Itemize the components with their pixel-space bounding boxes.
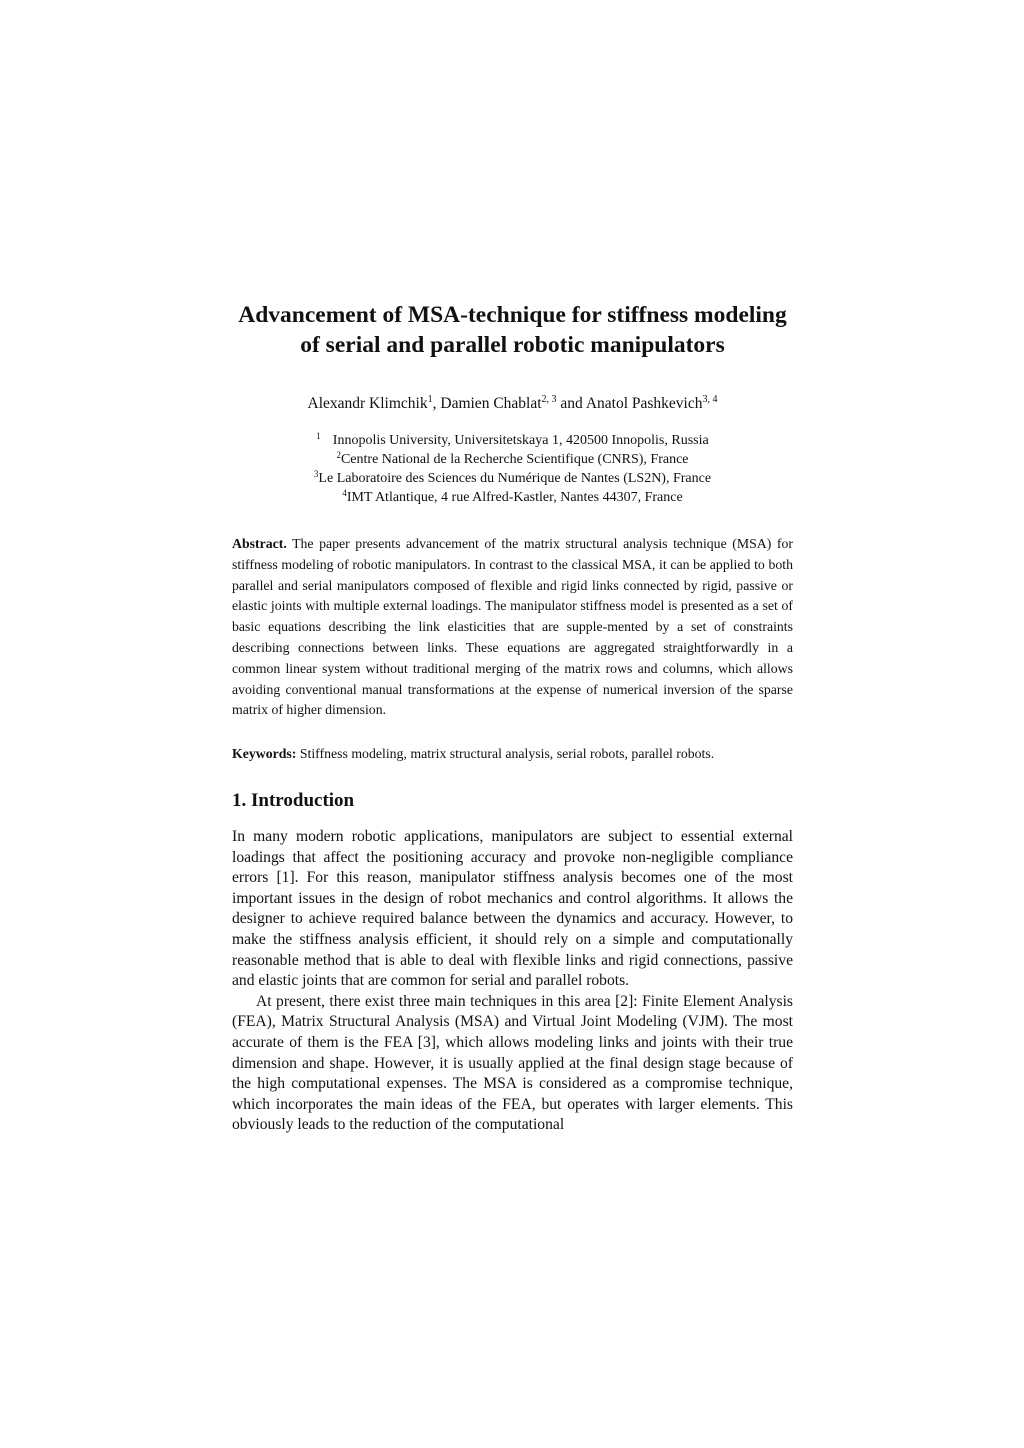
affiliation-text: Centre National de la Recherche Scientifique (CNRS), France xyxy=(340,452,689,467)
author-affiliation-mark: 1 xyxy=(427,394,433,405)
author-affiliation-mark: 3, 4 xyxy=(702,394,718,405)
keywords-label: Keywords: xyxy=(232,746,297,761)
affiliation-line xyxy=(232,488,793,507)
section-heading: 1. Introduction xyxy=(232,790,355,811)
keywords xyxy=(232,744,793,764)
author-separator: , xyxy=(432,395,441,412)
title-line-1: Advancement of MSA-technique for stiffness modeling xyxy=(238,302,787,328)
author-name: Anatol Pashkevich xyxy=(585,395,703,412)
abstract xyxy=(232,534,793,721)
author-list xyxy=(232,394,793,414)
title-line-2: of serial and parallel robotic manipulators xyxy=(300,332,725,358)
keywords-text: Stiffness modeling, matrix structural analysis, serial robots, parallel robots. xyxy=(296,746,715,761)
affiliation-number: 3 xyxy=(313,469,319,479)
affiliation-line xyxy=(232,431,793,450)
body-paragraph: At present, there exist three main techniques in this area [2]: Finite Element Analysis (FEA), Matrix Structural Analysis (MSA) and Virtual Joint Modeling (VJM). The most accurate of them is the FEA [3], which allows modeling links and joints with their true dimension and shape. However, it is usually applied at the final design stage because of the high computational expenses. The MSA is considered as a compromise technique, which incorporates the main ideas of the FEA, but operates with larger elements. This obviously leads to the reduction of the computational xyxy=(232,992,793,1134)
paper-title xyxy=(232,300,793,360)
affiliation-list xyxy=(232,431,793,507)
affiliation-text: Le Laboratoire des Sciences du Numérique de Nantes (LS2N), France xyxy=(318,471,712,486)
section-body xyxy=(232,827,793,1136)
affiliation-text: Innopolis University, Universitetskaya 1, 420500 Innopolis, Russia xyxy=(332,433,709,448)
author-name: Alexandr Klimchik xyxy=(307,395,428,412)
abstract-text: The paper presents advancement of the matrix structural analysis technique (MSA) for stiffness modeling of robotic manipulators. In contrast to the classical MSA, it can be applied to both parallel and serial manipulators composed of flexible and rigid links connected by rigid, passive or elastic joints with multiple external loadings. The manipulator stiffness model is presented as a set of basic equations describing the link elasticities that are supple-mented by a set of constraints describing connections between links. These equations are aggregated straightforwardly in a common linear system without traditional merging of the matrix rows and columns, which allows avoiding conventional manual transformations at the expense of numerical inversion of the sparse matrix of higher dimension. xyxy=(232,536,793,718)
author-separator: and xyxy=(556,395,586,412)
affiliation-number: 1 xyxy=(316,431,321,441)
affiliation-number: 4 xyxy=(342,488,347,498)
affiliation-line xyxy=(232,450,793,469)
affiliation-number: 2 xyxy=(336,450,341,460)
body-paragraph: In many modern robotic applications, manipulators are subject to essential external loadings that affect the positioning accuracy and provoke non-negligible compliance errors [1]. For this reason, manipulator stiffness analysis becomes one of the most important issues in the design of robot mechanics and control algorithms. It allows the designer to achieve required balance between the dynamics and accuracy. However, to make the stiffness analysis efficient, it should rely on a simple and computationally reasonable method that is able to deal with flexible links and rigid connections, passive and elastic joints that are common for serial and parallel robots. xyxy=(232,828,793,990)
affiliation-line xyxy=(232,469,793,488)
affiliation-text: IMT Atlantique, 4 rue Alfred-Kastler, Nantes 44307, France xyxy=(346,490,683,505)
author-name: Damien Chablat xyxy=(440,395,542,412)
author-affiliation-mark: 2, 3 xyxy=(541,394,557,405)
abstract-label: Abstract. xyxy=(232,536,287,551)
